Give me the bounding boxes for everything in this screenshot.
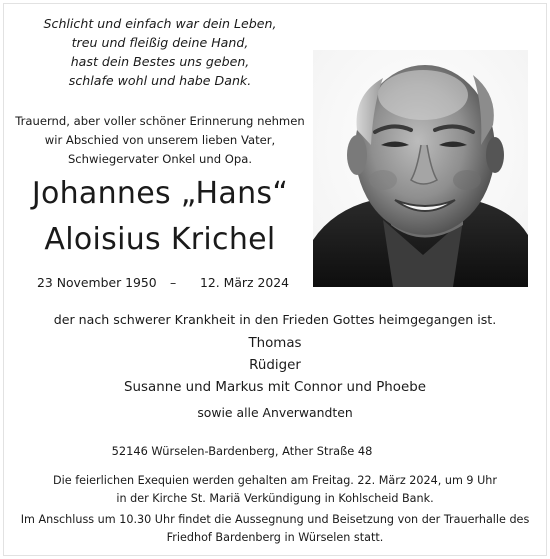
date-separator: – [170, 275, 177, 290]
poem-line: Schlicht und einfach war dein Leben, [43, 16, 277, 31]
intro-line: Trauernd, aber voller schöner Erinnerung nehmen [15, 114, 305, 128]
intro-text [10, 112, 310, 169]
service-line: Friedhof Bardenberg in Würselen statt. [166, 531, 384, 544]
other-relatives: sowie alle Anverwandten [197, 405, 353, 420]
poem-line: treu und fleißig deine Hand, [71, 35, 249, 50]
portrait-photo [313, 50, 528, 287]
family-member: Rüdiger [249, 358, 301, 373]
intro-line: wir Abschied von unserem lieben Vater, [44, 133, 276, 147]
poem-line: schlafe wohl und habe Dank. [68, 73, 252, 88]
death-date: 12. März 2024 [200, 275, 289, 290]
service-line: in der Kirche St. Mariä Verkündigung in Kohlscheid Bank. [116, 492, 434, 505]
birth-date: 23 November 1950 [37, 275, 157, 290]
family-member: Susanne und Markus mit Connor und Phoebe [124, 380, 426, 395]
poem [10, 14, 310, 90]
life-dates [10, 273, 310, 293]
deceased-name-line1: Johannes „Hans“ [31, 176, 289, 211]
deceased-name-line2: Aloisius Krichel [44, 222, 276, 257]
family-address: 52146 Würselen-Bardenberg, Ather Straße 48 [111, 444, 373, 458]
service-line: Die feierlichen Exequien werden gehalten am Freitag. 22. März 2024, um 9 Uhr [53, 474, 497, 487]
poem-line: hast dein Bestes uns geben, [70, 54, 250, 69]
service-line: Im Anschluss um 10.30 Uhr findet die Aussegnung und Beisetzung von der Trauerhalle des [20, 513, 530, 526]
family-member: Thomas [248, 336, 302, 351]
intro-line: Schwiegervater Onkel und Opa. [67, 152, 253, 166]
passing-statement: der nach schwerer Krankheit in den Frieden Gottes heimgegangen ist. [53, 312, 497, 327]
